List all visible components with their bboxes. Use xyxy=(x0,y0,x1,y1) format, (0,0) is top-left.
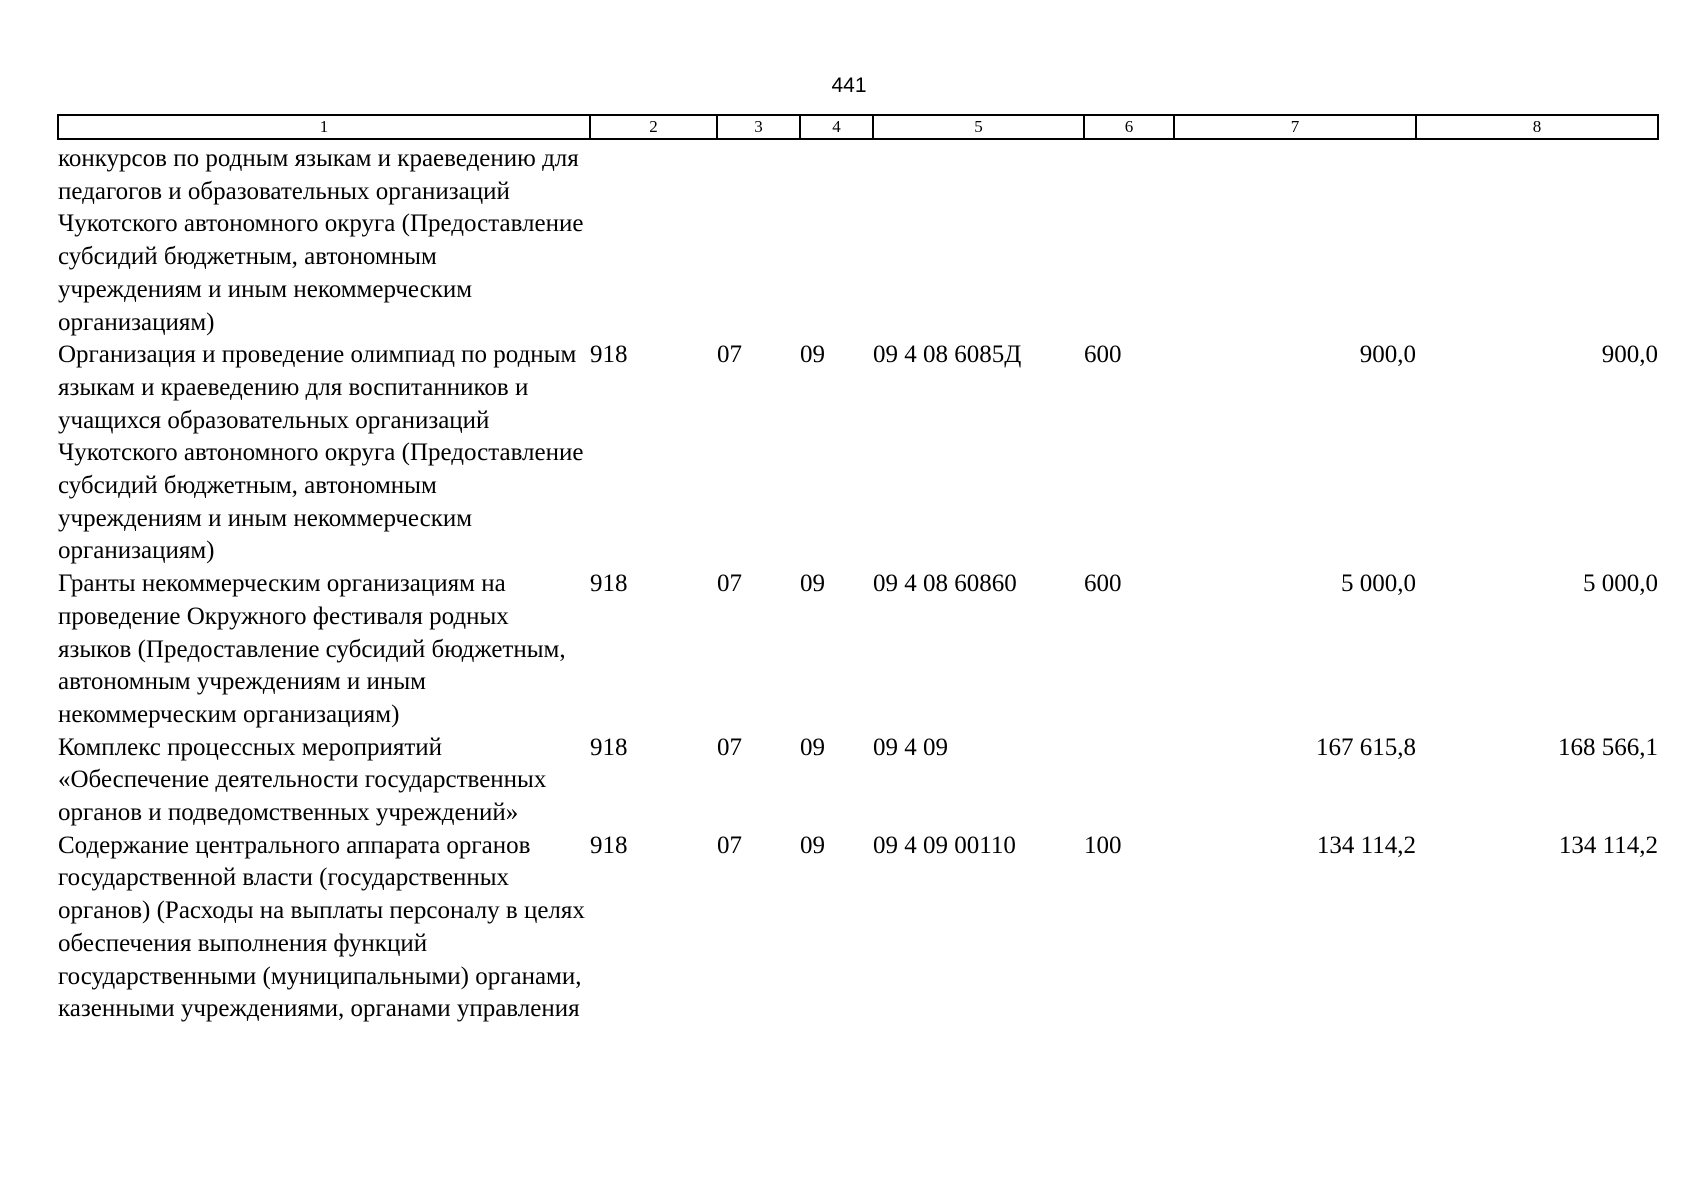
row-subsection-code: 09 xyxy=(800,733,825,761)
row-target-code: 09 4 08 60860 xyxy=(873,570,1017,598)
row-expense-type: 600 xyxy=(1084,341,1122,369)
header-col-5: 5 xyxy=(873,115,1084,139)
row-expense-type xyxy=(1084,139,1174,339)
table-row xyxy=(58,339,1658,568)
row-ministry-code: 918 xyxy=(590,831,628,859)
row-target-code: 09 4 09 xyxy=(873,733,948,761)
row-sum-2: 900,0 xyxy=(1601,341,1658,369)
row-sum-1: 134 114,2 xyxy=(1316,831,1416,859)
row-sum-1: 900,0 xyxy=(1359,341,1416,369)
row-sum-2: 5 000,0 xyxy=(1583,570,1658,598)
row-description: Гранты некоммерческим организациям на проведение Окружного фестиваля родных языков (Предоставление субсидий бюджетным, автономным учреждениям и иным некоммерческим организациям) xyxy=(58,570,566,728)
row-description: Комплекс процессных мероприятий «Обеспечение деятельности государственных органов и подведомственных учреждений» xyxy=(58,733,547,827)
budget-table xyxy=(57,114,1659,1026)
header-col-2: 2 xyxy=(590,115,717,139)
table-row xyxy=(58,568,1658,732)
row-expense-type: 600 xyxy=(1084,570,1122,598)
row-section-code: 07 xyxy=(717,570,742,598)
row-ministry-code: 918 xyxy=(590,341,628,369)
row-description: Организация и проведение олимпиад по родным языкам и краеведению для воспитанников и учащихся образовательных организаций Чукотского автономного округа (Предоставление субсидий бюджетным, автономным учреждениям и иным некоммерческим организациям) xyxy=(58,341,584,565)
row-description: Содержание центрального аппарата органов государственной власти (государственных органов) (Расходы на выплаты персоналу в целях обеспечения выполнения функций государственными (муниципальными) органами, казенными учреждениями, органами управления xyxy=(58,831,585,1023)
row-target-code: 09 4 08 6085Д xyxy=(873,341,1022,369)
row-expense-type xyxy=(1084,732,1174,830)
row-sum-1: 167 615,8 xyxy=(1316,733,1416,761)
header-col-8: 8 xyxy=(1416,115,1658,139)
row-ministry-code: 918 xyxy=(590,570,628,598)
column-number-header xyxy=(58,115,1658,139)
row-subsection-code: 09 xyxy=(800,341,825,369)
header-col-6: 6 xyxy=(1084,115,1174,139)
row-target-code xyxy=(873,139,1084,339)
row-ministry-code xyxy=(590,139,717,339)
row-sum-1: 5 000,0 xyxy=(1341,570,1416,598)
row-sum-2: 168 566,1 xyxy=(1558,733,1658,761)
row-description: конкурсов по родным языкам и краеведению для педагогов и образовательных организаций Чукотского автономного округа (Предоставление субсидий бюджетным, автономным учреждениям и иным некоммерческим организациям) xyxy=(58,145,584,336)
row-target-code: 09 4 09 00110 xyxy=(873,831,1016,859)
row-section-code: 07 xyxy=(717,831,742,859)
row-sum-2: 134 114,2 xyxy=(1558,831,1658,859)
row-subsection-code: 09 xyxy=(800,570,825,598)
table-row xyxy=(58,139,1658,339)
row-section-code: 07 xyxy=(717,733,742,761)
table-row xyxy=(58,732,1658,830)
row-section-code: 07 xyxy=(717,341,742,369)
row-sum-1 xyxy=(1174,139,1416,339)
row-subsection-code xyxy=(800,139,873,339)
row-sum-2 xyxy=(1416,139,1658,339)
header-col-7: 7 xyxy=(1174,115,1416,139)
table-row xyxy=(58,830,1658,1026)
row-subsection-code: 09 xyxy=(800,831,825,859)
header-col-1: 1 xyxy=(58,115,590,139)
row-section-code xyxy=(717,139,800,339)
row-ministry-code: 918 xyxy=(590,733,628,761)
header-col-4: 4 xyxy=(800,115,873,139)
page-number: 441 xyxy=(831,74,867,97)
row-expense-type: 100 xyxy=(1084,831,1122,859)
header-col-3: 3 xyxy=(717,115,800,139)
